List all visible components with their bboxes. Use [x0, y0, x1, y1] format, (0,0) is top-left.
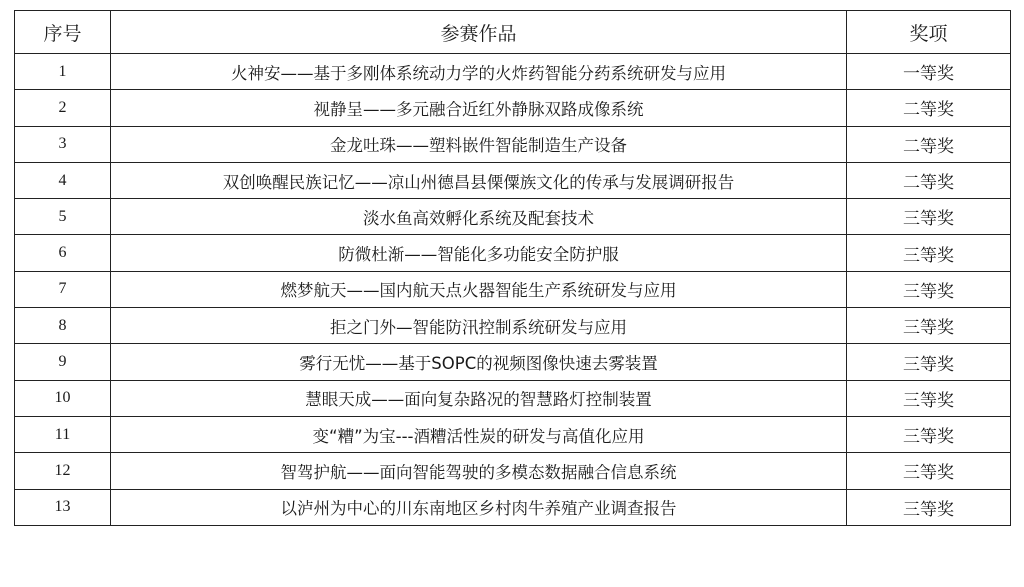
row-work-title: 淡水鱼高效孵化系统及配套技术 [111, 199, 847, 235]
row-award: 三等奖 [847, 489, 1011, 525]
row-number: 3 [15, 126, 111, 162]
row-work-title: 雾行无忧——基于SOPC的视频图像快速去雾装置 [111, 344, 847, 380]
row-work-title: 防微杜渐——智能化多功能安全防护服 [111, 235, 847, 271]
row-number: 6 [15, 235, 111, 271]
table-row [15, 235, 1011, 271]
header-serial-number: 序号 [15, 11, 111, 54]
row-number: 9 [15, 344, 111, 380]
row-work-title: 慧眼天成——面向复杂路况的智慧路灯控制装置 [111, 380, 847, 416]
row-award: 三等奖 [847, 344, 1011, 380]
table-row [15, 380, 1011, 416]
table-row [15, 162, 1011, 198]
row-number: 11 [15, 416, 111, 452]
table-row [15, 489, 1011, 525]
table-row [15, 344, 1011, 380]
row-award: 三等奖 [847, 199, 1011, 235]
row-award: 一等奖 [847, 54, 1011, 90]
row-award: 三等奖 [847, 380, 1011, 416]
table-header-row [15, 11, 1011, 54]
table-row [15, 416, 1011, 452]
awards-table [14, 10, 1011, 526]
table-row [15, 126, 1011, 162]
row-work-title: 智驾护航——面向智能驾驶的多模态数据融合信息系统 [111, 453, 847, 489]
table-row [15, 453, 1011, 489]
row-work-title: 燃梦航天——国内航天点火器智能生产系统研发与应用 [111, 271, 847, 307]
row-number: 4 [15, 162, 111, 198]
row-award: 三等奖 [847, 235, 1011, 271]
row-work-title: 金龙吐珠——塑料嵌件智能制造生产设备 [111, 126, 847, 162]
row-work-title: 以泸州为中心的川东南地区乡村肉牛养殖产业调查报告 [111, 489, 847, 525]
header-entry-work: 参赛作品 [111, 11, 847, 54]
row-award: 二等奖 [847, 162, 1011, 198]
row-award: 三等奖 [847, 453, 1011, 489]
row-award: 二等奖 [847, 126, 1011, 162]
row-number: 13 [15, 489, 111, 525]
row-work-title: 变“糟”为宝---酒糟活性炭的研发与高值化应用 [111, 416, 847, 452]
table-row [15, 54, 1011, 90]
row-award: 三等奖 [847, 308, 1011, 344]
row-number: 10 [15, 380, 111, 416]
row-number: 5 [15, 199, 111, 235]
row-award: 二等奖 [847, 90, 1011, 126]
header-award: 奖项 [847, 11, 1011, 54]
table-row [15, 199, 1011, 235]
row-number: 12 [15, 453, 111, 489]
row-award: 三等奖 [847, 416, 1011, 452]
table-row [15, 271, 1011, 307]
row-number: 7 [15, 271, 111, 307]
table-row [15, 90, 1011, 126]
awards-table-container [14, 10, 1010, 526]
table-row [15, 308, 1011, 344]
row-work-title: 火神安——基于多刚体系统动力学的火炸药智能分药系统研发与应用 [111, 54, 847, 90]
row-work-title: 拒之门外—智能防汛控制系统研发与应用 [111, 308, 847, 344]
row-number: 8 [15, 308, 111, 344]
row-number: 1 [15, 54, 111, 90]
row-number: 2 [15, 90, 111, 126]
row-work-title: 双创唤醒民族记忆——凉山州德昌县傈僳族文化的传承与发展调研报告 [111, 162, 847, 198]
row-award: 三等奖 [847, 271, 1011, 307]
row-work-title: 视静呈——多元融合近红外静脉双路成像系统 [111, 90, 847, 126]
